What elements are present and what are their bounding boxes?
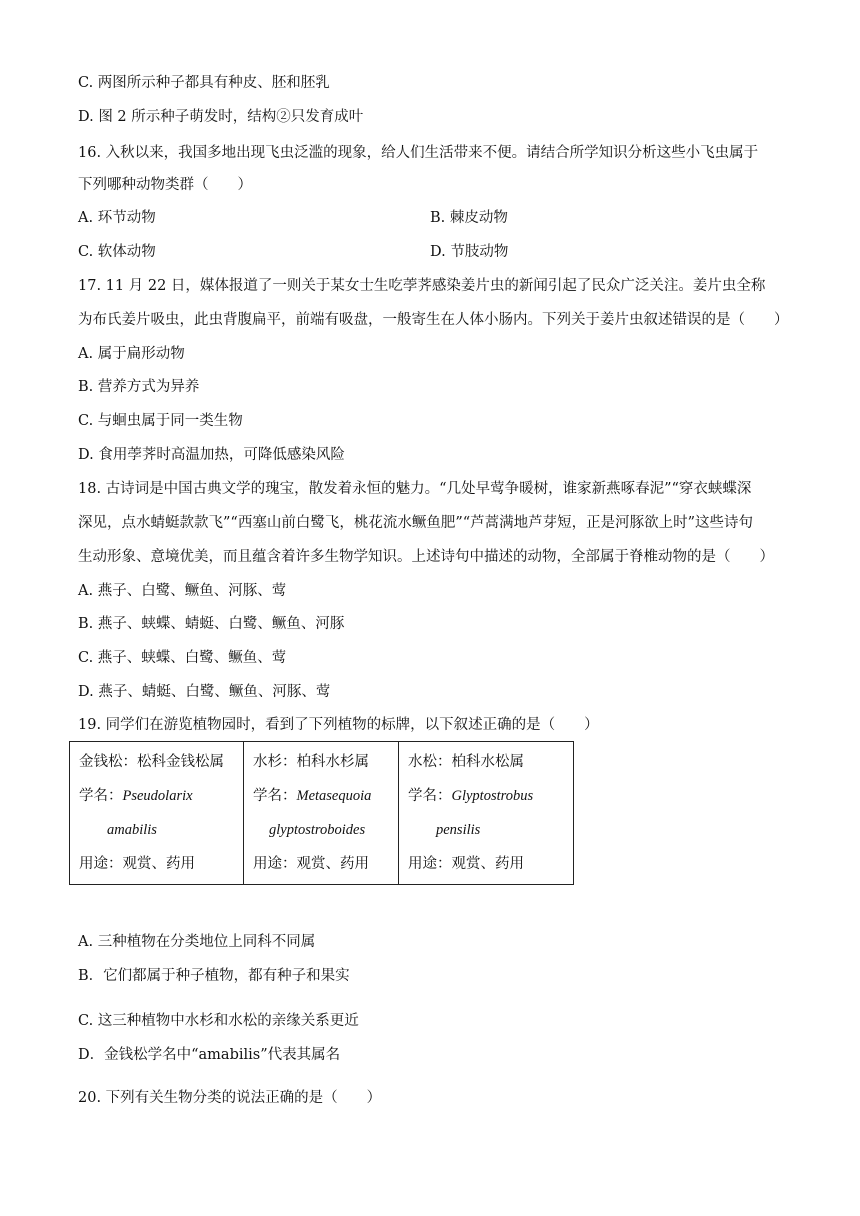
q18-option-a: A. 燕子、白鹭、鳜鱼、河豚、莺 xyxy=(78,583,287,599)
q16-option-d: D. 节肢动物 xyxy=(430,244,509,260)
q17-stem-line-2: 为布氏姜片吸虫，此虫背腹扁平，前端有吸盘，一般寄生在人体小肠内。下列关于姜片虫叙述错误的是（ ） xyxy=(78,312,789,328)
sci-prefix: 学名： xyxy=(79,788,123,804)
q18-option-b: B. 燕子、蛱蝶、蜻蜓、白鹭、鳜鱼、河豚 xyxy=(78,616,345,632)
q18-option-d: D. 燕子、蜻蜓、白鹭、鳜鱼、河豚、莺 xyxy=(78,684,331,700)
plant-name-line: 水杉：柏科水杉属 xyxy=(253,754,369,770)
q17-stem-line-1: 17. 11 月 22 日，媒体报道了一则关于某女士生吃荸荠感染姜片虫的新闻引起了民众广泛关注。姜片虫全称 xyxy=(78,278,766,294)
scientific-name-line xyxy=(253,786,389,820)
q18-stem-line-3: 生动形象、意境优美，而且蕴含着许多生物学知识。上述诗句中描述的动物，全部属于脊椎动物的是（ ） xyxy=(78,549,774,565)
plant-sign-jinqiansong xyxy=(70,742,244,885)
plant-use-line: 用途：观赏、药用 xyxy=(408,856,524,872)
sci-prefix: 学名： xyxy=(408,788,452,804)
sci-species: amabilis xyxy=(107,822,157,838)
plant-use-line: 用途：观赏、药用 xyxy=(253,856,369,872)
scientific-name-line xyxy=(408,786,564,820)
table-row xyxy=(70,742,574,885)
q15-option-c: C. 两图所示种子都具有种皮、胚和胚乳 xyxy=(78,75,330,91)
q18-stem-line-1: 18. 古诗词是中国古典文学的瑰宝，散发着永恒的魅力。“几处早莺争暖树，谁家新燕啄春泥”“穿衣蛱蝶深 xyxy=(78,481,752,497)
q19-option-b: B．它们都属于种子植物，都有种子和果实 xyxy=(78,968,350,984)
plant-sign-table xyxy=(69,741,574,885)
q18-option-c: C. 燕子、蛱蝶、白鹭、鳜鱼、莺 xyxy=(78,650,287,666)
q19-option-d: D．金钱松学名中“amabilis”代表其属名 xyxy=(78,1047,341,1063)
plant-name-line: 水松：柏科水松属 xyxy=(408,754,524,770)
q17-option-b: B. 营养方式为异养 xyxy=(78,379,200,395)
plant-sign-shuisong xyxy=(399,742,574,885)
scientific-name-line xyxy=(79,786,234,820)
q16-option-b: B. 棘皮动物 xyxy=(430,210,508,226)
q19-stem: 19. 同学们在游览植物园时，看到了下列植物的标牌，以下叙述正确的是（ ） xyxy=(78,717,599,733)
sci-species: glyptostroboides xyxy=(269,822,366,838)
q17-option-d: D. 食用荸荠时高温加热，可降低感染风险 xyxy=(78,447,345,463)
sci-genus: Glyptostrobus xyxy=(451,788,534,804)
q20-stem: 20. 下列有关生物分类的说法正确的是（ ） xyxy=(78,1090,382,1106)
q19-option-c: C. 这三种植物中水杉和水松的亲缘关系更近 xyxy=(78,1013,359,1029)
q16-stem-line-1: 16. 入秋以来，我国多地出现飞虫泛滥的现象，给人们生活带来不便。请结合所学知识分析这些小飞虫属于 xyxy=(78,145,759,161)
sci-species: pensilis xyxy=(436,822,481,838)
q16-option-a: A. 环节动物 xyxy=(78,210,156,226)
plant-name-line: 金钱松：松科金钱松属 xyxy=(79,754,224,770)
plant-sign-shuishan xyxy=(244,742,399,885)
q15-option-d: D. 图 2 所示种子萌发时，结构②只发育成叶 xyxy=(78,109,364,125)
sci-genus: Metasequoia xyxy=(296,788,372,804)
sci-prefix: 学名： xyxy=(253,788,297,804)
q16-stem-line-2: 下列哪种动物类群（ ） xyxy=(78,177,252,193)
q18-stem-line-2: 深见，点水蜻蜓款款飞”“西塞山前白鹭飞，桃花流水鳜鱼肥”“芦蒿满地芦芽短，正是河豚欲上时”这些诗句 xyxy=(78,515,754,531)
q16-option-c: C. 软体动物 xyxy=(78,244,156,260)
plant-use-line: 用途：观赏、药用 xyxy=(79,856,195,872)
q19-option-a: A. 三种植物在分类地位上同科不同属 xyxy=(78,934,316,950)
q17-option-c: C. 与蛔虫属于同一类生物 xyxy=(78,413,243,429)
q17-option-a: A. 属于扁形动物 xyxy=(78,346,185,362)
sci-genus: Pseudolarix xyxy=(122,788,193,804)
